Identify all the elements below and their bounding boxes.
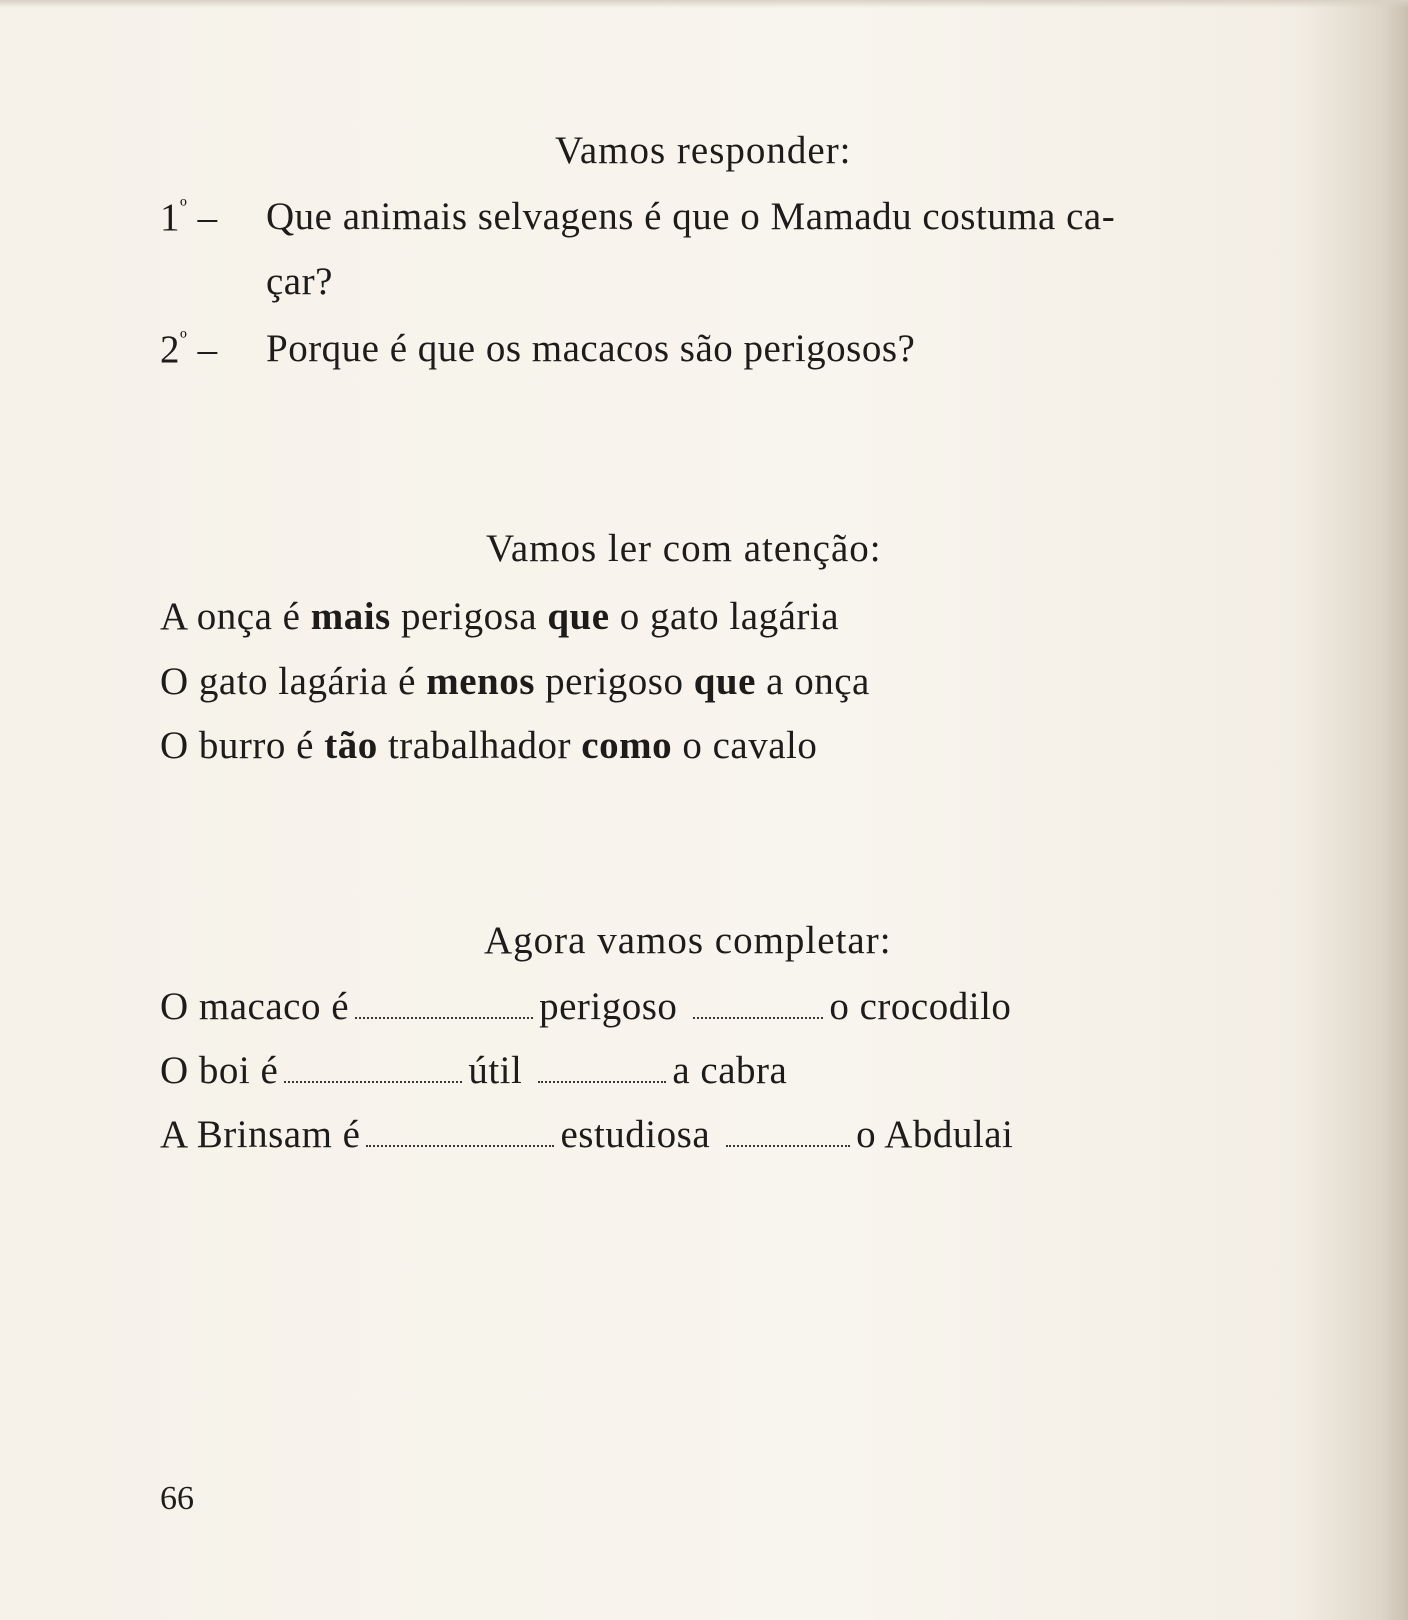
question-2-text: Porque é que os macacos são perigosos? — [266, 327, 916, 370]
fill-in-sentence: A Brinsam é estudiosa o Abdulai — [160, 1113, 1014, 1156]
heading-vamos-ler: Vamos ler com atenção: — [486, 527, 882, 570]
question-1-text: Que animais selvagens é que o Mamadu costuma ca- — [266, 195, 1116, 238]
comparison-sentence: A onça é mais perigosa que o gato lagária — [160, 595, 840, 638]
heading-agora-completar: Agora vamos completar: — [484, 919, 892, 962]
question-2-dash: – — [197, 328, 218, 371]
blank-field[interactable] — [726, 1135, 850, 1147]
blank-field[interactable] — [693, 1007, 823, 1019]
page-number: 66 — [160, 1480, 194, 1517]
blank-field[interactable] — [284, 1071, 462, 1083]
question-2-number: $2^º$ — [160, 326, 188, 371]
comparison-sentence: O burro é tão trabalhador como o cavalo — [160, 724, 818, 767]
page-top-edge — [0, 0, 1408, 8]
comparison-sentence: O gato lagária é menos perigoso que a onça — [160, 660, 870, 703]
question-1 — [160, 194, 1116, 240]
blank-field[interactable] — [538, 1071, 666, 1083]
blank-field[interactable] — [355, 1007, 533, 1019]
question-1-continuation: çar? — [266, 260, 333, 303]
question-2 — [160, 326, 916, 372]
fill-in-sentence: O boi é útil a cabra — [160, 1049, 788, 1092]
question-1-number: $1^º$ — [160, 194, 188, 239]
question-1-dash: – — [197, 196, 218, 239]
blank-field[interactable] — [366, 1135, 554, 1147]
heading-vamos-responder: Vamos responder: — [555, 129, 852, 172]
fill-in-sentence: O macaco é perigoso o crocodilo — [160, 985, 1012, 1028]
